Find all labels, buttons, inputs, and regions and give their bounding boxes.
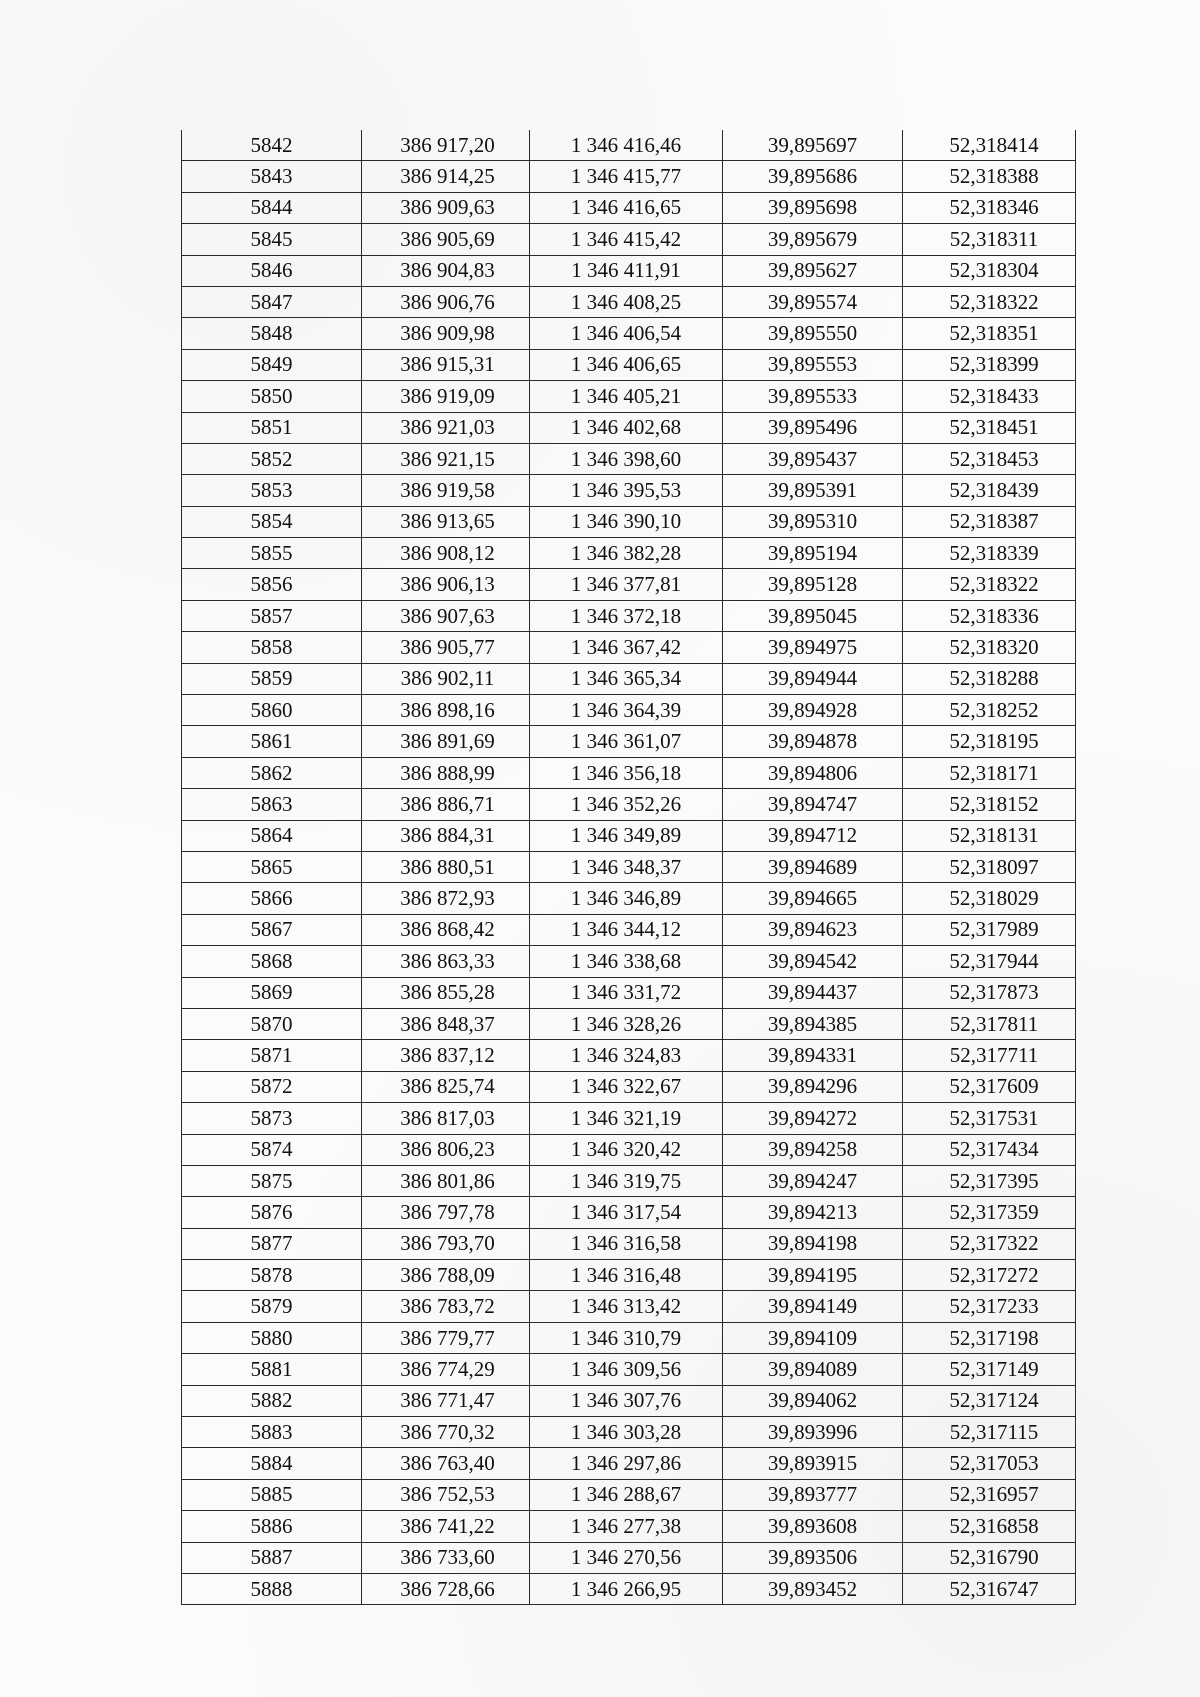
point-number-cell: 5855 [182, 538, 362, 569]
point-number-cell: 5877 [182, 1228, 362, 1259]
point-number-cell: 5865 [182, 851, 362, 882]
longitude-cell: 52,318399 [903, 349, 1076, 380]
latitude-cell: 39,894928 [723, 695, 903, 726]
longitude-cell: 52,318195 [903, 726, 1076, 757]
point-number-cell: 5868 [182, 946, 362, 977]
point-number-cell: 5857 [182, 600, 362, 631]
x-coordinate-cell: 386 898,16 [362, 695, 530, 726]
longitude-cell: 52,316790 [903, 1542, 1076, 1573]
table-row [182, 224, 1076, 255]
table-row [182, 1511, 1076, 1542]
latitude-cell: 39,894258 [723, 1134, 903, 1165]
x-coordinate-cell: 386 741,22 [362, 1511, 530, 1542]
point-number-cell: 5866 [182, 883, 362, 914]
latitude-cell: 39,894089 [723, 1354, 903, 1385]
latitude-cell: 39,894542 [723, 946, 903, 977]
point-number-cell: 5884 [182, 1448, 362, 1479]
latitude-cell: 39,893777 [723, 1479, 903, 1510]
longitude-cell: 52,318451 [903, 412, 1076, 443]
point-number-cell: 5845 [182, 224, 362, 255]
latitude-cell: 39,895698 [723, 192, 903, 223]
point-number-cell: 5863 [182, 789, 362, 820]
point-number-cell: 5856 [182, 569, 362, 600]
longitude-cell: 52,316858 [903, 1511, 1076, 1542]
y-coordinate-cell: 1 346 390,10 [530, 506, 723, 537]
x-coordinate-cell: 386 863,33 [362, 946, 530, 977]
x-coordinate-cell: 386 909,98 [362, 318, 530, 349]
table-row [182, 1417, 1076, 1448]
latitude-cell: 39,894437 [723, 977, 903, 1008]
y-coordinate-cell: 1 346 372,18 [530, 600, 723, 631]
x-coordinate-cell: 386 733,60 [362, 1542, 530, 1573]
point-number-cell: 5862 [182, 757, 362, 788]
y-coordinate-cell: 1 346 352,26 [530, 789, 723, 820]
point-number-cell: 5851 [182, 412, 362, 443]
latitude-cell: 39,894296 [723, 1071, 903, 1102]
point-number-cell: 5867 [182, 914, 362, 945]
x-coordinate-cell: 386 880,51 [362, 851, 530, 882]
table-row [182, 1354, 1076, 1385]
point-number-cell: 5873 [182, 1103, 362, 1134]
x-coordinate-cell: 386 801,86 [362, 1165, 530, 1196]
y-coordinate-cell: 1 346 344,12 [530, 914, 723, 945]
x-coordinate-cell: 386 771,47 [362, 1385, 530, 1416]
table-row [182, 789, 1076, 820]
longitude-cell: 52,318439 [903, 475, 1076, 506]
x-coordinate-cell: 386 848,37 [362, 1008, 530, 1039]
y-coordinate-cell: 1 346 320,42 [530, 1134, 723, 1165]
latitude-cell: 39,894109 [723, 1322, 903, 1353]
x-coordinate-cell: 386 763,40 [362, 1448, 530, 1479]
longitude-cell: 52,318097 [903, 851, 1076, 882]
table-row [182, 255, 1076, 286]
latitude-cell: 39,893608 [723, 1511, 903, 1542]
y-coordinate-cell: 1 346 307,76 [530, 1385, 723, 1416]
y-coordinate-cell: 1 346 411,91 [530, 255, 723, 286]
longitude-cell: 52,318322 [903, 286, 1076, 317]
latitude-cell: 39,895679 [723, 224, 903, 255]
y-coordinate-cell: 1 346 297,86 [530, 1448, 723, 1479]
table-row [182, 443, 1076, 474]
y-coordinate-cell: 1 346 317,54 [530, 1197, 723, 1228]
x-coordinate-cell: 386 884,31 [362, 820, 530, 851]
longitude-cell: 52,317233 [903, 1291, 1076, 1322]
longitude-cell: 52,318320 [903, 632, 1076, 663]
table-row [182, 632, 1076, 663]
table-row [182, 1071, 1076, 1102]
table-row [182, 977, 1076, 1008]
longitude-cell: 52,317531 [903, 1103, 1076, 1134]
longitude-cell: 52,317053 [903, 1448, 1076, 1479]
longitude-cell: 52,317434 [903, 1134, 1076, 1165]
latitude-cell: 39,895496 [723, 412, 903, 443]
longitude-cell: 52,316747 [903, 1573, 1076, 1604]
longitude-cell: 52,317395 [903, 1165, 1076, 1196]
x-coordinate-cell: 386 913,65 [362, 506, 530, 537]
point-number-cell: 5871 [182, 1040, 362, 1071]
y-coordinate-cell: 1 346 303,28 [530, 1417, 723, 1448]
point-number-cell: 5875 [182, 1165, 362, 1196]
point-number-cell: 5870 [182, 1008, 362, 1039]
longitude-cell: 52,318339 [903, 538, 1076, 569]
y-coordinate-cell: 1 346 416,46 [530, 130, 723, 161]
point-number-cell: 5850 [182, 381, 362, 412]
longitude-cell: 52,317609 [903, 1071, 1076, 1102]
table-row [182, 1479, 1076, 1510]
table-row [182, 1322, 1076, 1353]
longitude-cell: 52,317272 [903, 1260, 1076, 1291]
latitude-cell: 39,895553 [723, 349, 903, 380]
table-row [182, 1385, 1076, 1416]
longitude-cell: 52,317811 [903, 1008, 1076, 1039]
x-coordinate-cell: 386 905,77 [362, 632, 530, 663]
point-number-cell: 5861 [182, 726, 362, 757]
latitude-cell: 39,895194 [723, 538, 903, 569]
table-row [182, 946, 1076, 977]
longitude-cell: 52,318387 [903, 506, 1076, 537]
latitude-cell: 39,895128 [723, 569, 903, 600]
table-row [182, 569, 1076, 600]
latitude-cell: 39,895045 [723, 600, 903, 631]
table-row [182, 726, 1076, 757]
point-number-cell: 5864 [182, 820, 362, 851]
point-number-cell: 5886 [182, 1511, 362, 1542]
x-coordinate-cell: 386 806,23 [362, 1134, 530, 1165]
x-coordinate-cell: 386 774,29 [362, 1354, 530, 1385]
longitude-cell: 52,317989 [903, 914, 1076, 945]
longitude-cell: 52,318351 [903, 318, 1076, 349]
point-number-cell: 5878 [182, 1260, 362, 1291]
longitude-cell: 52,318252 [903, 695, 1076, 726]
longitude-cell: 52,318414 [903, 130, 1076, 161]
latitude-cell: 39,893915 [723, 1448, 903, 1479]
latitude-cell: 39,895574 [723, 286, 903, 317]
y-coordinate-cell: 1 346 270,56 [530, 1542, 723, 1573]
latitude-cell: 39,894198 [723, 1228, 903, 1259]
x-coordinate-cell: 386 921,03 [362, 412, 530, 443]
point-number-cell: 5848 [182, 318, 362, 349]
x-coordinate-cell: 386 872,93 [362, 883, 530, 914]
y-coordinate-cell: 1 346 408,25 [530, 286, 723, 317]
latitude-cell: 39,894272 [723, 1103, 903, 1134]
longitude-cell: 52,317359 [903, 1197, 1076, 1228]
point-number-cell: 5883 [182, 1417, 362, 1448]
table-row [182, 695, 1076, 726]
point-number-cell: 5846 [182, 255, 362, 286]
point-number-cell: 5858 [182, 632, 362, 663]
latitude-cell: 39,895310 [723, 506, 903, 537]
point-number-cell: 5876 [182, 1197, 362, 1228]
point-number-cell: 5885 [182, 1479, 362, 1510]
point-number-cell: 5849 [182, 349, 362, 380]
y-coordinate-cell: 1 346 377,81 [530, 569, 723, 600]
y-coordinate-cell: 1 346 367,42 [530, 632, 723, 663]
y-coordinate-cell: 1 346 331,72 [530, 977, 723, 1008]
x-coordinate-cell: 386 752,53 [362, 1479, 530, 1510]
latitude-cell: 39,894747 [723, 789, 903, 820]
y-coordinate-cell: 1 346 356,18 [530, 757, 723, 788]
latitude-cell: 39,895686 [723, 161, 903, 192]
latitude-cell: 39,895391 [723, 475, 903, 506]
x-coordinate-cell: 386 904,83 [362, 255, 530, 286]
x-coordinate-cell: 386 917,20 [362, 130, 530, 161]
x-coordinate-cell: 386 825,74 [362, 1071, 530, 1102]
y-coordinate-cell: 1 346 266,95 [530, 1573, 723, 1604]
longitude-cell: 52,318433 [903, 381, 1076, 412]
table-row [182, 130, 1076, 161]
y-coordinate-cell: 1 346 365,34 [530, 663, 723, 694]
y-coordinate-cell: 1 346 324,83 [530, 1040, 723, 1071]
x-coordinate-cell: 386 855,28 [362, 977, 530, 1008]
latitude-cell: 39,893996 [723, 1417, 903, 1448]
coordinates-table [181, 130, 1076, 1605]
point-number-cell: 5844 [182, 192, 362, 223]
y-coordinate-cell: 1 346 405,21 [530, 381, 723, 412]
y-coordinate-cell: 1 346 316,58 [530, 1228, 723, 1259]
x-coordinate-cell: 386 817,03 [362, 1103, 530, 1134]
latitude-cell: 39,894385 [723, 1008, 903, 1039]
latitude-cell: 39,894247 [723, 1165, 903, 1196]
point-number-cell: 5888 [182, 1573, 362, 1604]
table-row [182, 1228, 1076, 1259]
latitude-cell: 39,895437 [723, 443, 903, 474]
y-coordinate-cell: 1 346 415,77 [530, 161, 723, 192]
x-coordinate-cell: 386 915,31 [362, 349, 530, 380]
latitude-cell: 39,895697 [723, 130, 903, 161]
point-number-cell: 5842 [182, 130, 362, 161]
point-number-cell: 5882 [182, 1385, 362, 1416]
table-row [182, 1103, 1076, 1134]
table-row [182, 883, 1076, 914]
y-coordinate-cell: 1 346 319,75 [530, 1165, 723, 1196]
longitude-cell: 52,318311 [903, 224, 1076, 255]
longitude-cell: 52,318346 [903, 192, 1076, 223]
x-coordinate-cell: 386 909,63 [362, 192, 530, 223]
latitude-cell: 39,895533 [723, 381, 903, 412]
longitude-cell: 52,318029 [903, 883, 1076, 914]
latitude-cell: 39,894806 [723, 757, 903, 788]
y-coordinate-cell: 1 346 321,19 [530, 1103, 723, 1134]
y-coordinate-cell: 1 346 309,56 [530, 1354, 723, 1385]
latitude-cell: 39,894331 [723, 1040, 903, 1071]
longitude-cell: 52,316957 [903, 1479, 1076, 1510]
x-coordinate-cell: 386 793,70 [362, 1228, 530, 1259]
latitude-cell: 39,895550 [723, 318, 903, 349]
table-row [182, 1573, 1076, 1604]
latitude-cell: 39,894195 [723, 1260, 903, 1291]
latitude-cell: 39,894878 [723, 726, 903, 757]
y-coordinate-cell: 1 346 406,65 [530, 349, 723, 380]
y-coordinate-cell: 1 346 338,68 [530, 946, 723, 977]
point-number-cell: 5880 [182, 1322, 362, 1353]
table-row [182, 192, 1076, 223]
x-coordinate-cell: 386 770,32 [362, 1417, 530, 1448]
point-number-cell: 5860 [182, 695, 362, 726]
y-coordinate-cell: 1 346 310,79 [530, 1322, 723, 1353]
x-coordinate-cell: 386 919,09 [362, 381, 530, 412]
latitude-cell: 39,895627 [723, 255, 903, 286]
y-coordinate-cell: 1 346 348,37 [530, 851, 723, 882]
table-row [182, 349, 1076, 380]
y-coordinate-cell: 1 346 416,65 [530, 192, 723, 223]
table-row [182, 1008, 1076, 1039]
longitude-cell: 52,318131 [903, 820, 1076, 851]
table-row [182, 1040, 1076, 1071]
longitude-cell: 52,318336 [903, 600, 1076, 631]
longitude-cell: 52,317115 [903, 1417, 1076, 1448]
table-row [182, 538, 1076, 569]
point-number-cell: 5869 [182, 977, 362, 1008]
table-row [182, 1542, 1076, 1573]
table-row [182, 1197, 1076, 1228]
y-coordinate-cell: 1 346 288,67 [530, 1479, 723, 1510]
y-coordinate-cell: 1 346 398,60 [530, 443, 723, 474]
x-coordinate-cell: 386 906,13 [362, 569, 530, 600]
point-number-cell: 5852 [182, 443, 362, 474]
latitude-cell: 39,894689 [723, 851, 903, 882]
y-coordinate-cell: 1 346 415,42 [530, 224, 723, 255]
y-coordinate-cell: 1 346 322,67 [530, 1071, 723, 1102]
table-row [182, 663, 1076, 694]
point-number-cell: 5879 [182, 1291, 362, 1322]
longitude-cell: 52,318304 [903, 255, 1076, 286]
x-coordinate-cell: 386 919,58 [362, 475, 530, 506]
longitude-cell: 52,318388 [903, 161, 1076, 192]
longitude-cell: 52,318152 [903, 789, 1076, 820]
table-row [182, 600, 1076, 631]
point-number-cell: 5881 [182, 1354, 362, 1385]
longitude-cell: 52,317198 [903, 1322, 1076, 1353]
x-coordinate-cell: 386 905,69 [362, 224, 530, 255]
point-number-cell: 5843 [182, 161, 362, 192]
x-coordinate-cell: 386 907,63 [362, 600, 530, 631]
table-row [182, 1448, 1076, 1479]
latitude-cell: 39,894213 [723, 1197, 903, 1228]
x-coordinate-cell: 386 888,99 [362, 757, 530, 788]
longitude-cell: 52,317711 [903, 1040, 1076, 1071]
latitude-cell: 39,894712 [723, 820, 903, 851]
x-coordinate-cell: 386 908,12 [362, 538, 530, 569]
table-row [182, 1165, 1076, 1196]
y-coordinate-cell: 1 346 277,38 [530, 1511, 723, 1542]
x-coordinate-cell: 386 914,25 [362, 161, 530, 192]
latitude-cell: 39,893506 [723, 1542, 903, 1573]
longitude-cell: 52,318453 [903, 443, 1076, 474]
y-coordinate-cell: 1 346 395,53 [530, 475, 723, 506]
latitude-cell: 39,894623 [723, 914, 903, 945]
y-coordinate-cell: 1 346 364,39 [530, 695, 723, 726]
table-row [182, 506, 1076, 537]
x-coordinate-cell: 386 837,12 [362, 1040, 530, 1071]
coordinates-table-body [182, 130, 1076, 1605]
longitude-cell: 52,317873 [903, 977, 1076, 1008]
longitude-cell: 52,317124 [903, 1385, 1076, 1416]
table-row [182, 475, 1076, 506]
point-number-cell: 5847 [182, 286, 362, 317]
longitude-cell: 52,318322 [903, 569, 1076, 600]
longitude-cell: 52,317149 [903, 1354, 1076, 1385]
table-row [182, 318, 1076, 349]
y-coordinate-cell: 1 346 402,68 [530, 412, 723, 443]
y-coordinate-cell: 1 346 346,89 [530, 883, 723, 914]
x-coordinate-cell: 386 788,09 [362, 1260, 530, 1291]
x-coordinate-cell: 386 797,78 [362, 1197, 530, 1228]
x-coordinate-cell: 386 886,71 [362, 789, 530, 820]
y-coordinate-cell: 1 346 361,07 [530, 726, 723, 757]
table-row [182, 381, 1076, 412]
longitude-cell: 52,317322 [903, 1228, 1076, 1259]
latitude-cell: 39,894975 [723, 632, 903, 663]
x-coordinate-cell: 386 902,11 [362, 663, 530, 694]
table-row [182, 286, 1076, 317]
latitude-cell: 39,894149 [723, 1291, 903, 1322]
y-coordinate-cell: 1 346 313,42 [530, 1291, 723, 1322]
y-coordinate-cell: 1 346 382,28 [530, 538, 723, 569]
y-coordinate-cell: 1 346 328,26 [530, 1008, 723, 1039]
x-coordinate-cell: 386 921,15 [362, 443, 530, 474]
x-coordinate-cell: 386 891,69 [362, 726, 530, 757]
point-number-cell: 5887 [182, 1542, 362, 1573]
longitude-cell: 52,318288 [903, 663, 1076, 694]
table-row [182, 820, 1076, 851]
latitude-cell: 39,894944 [723, 663, 903, 694]
y-coordinate-cell: 1 346 406,54 [530, 318, 723, 349]
table-row [182, 914, 1076, 945]
longitude-cell: 52,318171 [903, 757, 1076, 788]
point-number-cell: 5853 [182, 475, 362, 506]
x-coordinate-cell: 386 868,42 [362, 914, 530, 945]
table-row [182, 1134, 1076, 1165]
y-coordinate-cell: 1 346 349,89 [530, 820, 723, 851]
table-row [182, 412, 1076, 443]
x-coordinate-cell: 386 783,72 [362, 1291, 530, 1322]
latitude-cell: 39,893452 [723, 1573, 903, 1604]
table-row [182, 1260, 1076, 1291]
table-row [182, 1291, 1076, 1322]
point-number-cell: 5859 [182, 663, 362, 694]
table-row [182, 161, 1076, 192]
table-row [182, 851, 1076, 882]
x-coordinate-cell: 386 728,66 [362, 1573, 530, 1604]
x-coordinate-cell: 386 906,76 [362, 286, 530, 317]
point-number-cell: 5872 [182, 1071, 362, 1102]
y-coordinate-cell: 1 346 316,48 [530, 1260, 723, 1291]
latitude-cell: 39,894665 [723, 883, 903, 914]
point-number-cell: 5854 [182, 506, 362, 537]
longitude-cell: 52,317944 [903, 946, 1076, 977]
x-coordinate-cell: 386 779,77 [362, 1322, 530, 1353]
latitude-cell: 39,894062 [723, 1385, 903, 1416]
point-number-cell: 5874 [182, 1134, 362, 1165]
table-row [182, 757, 1076, 788]
